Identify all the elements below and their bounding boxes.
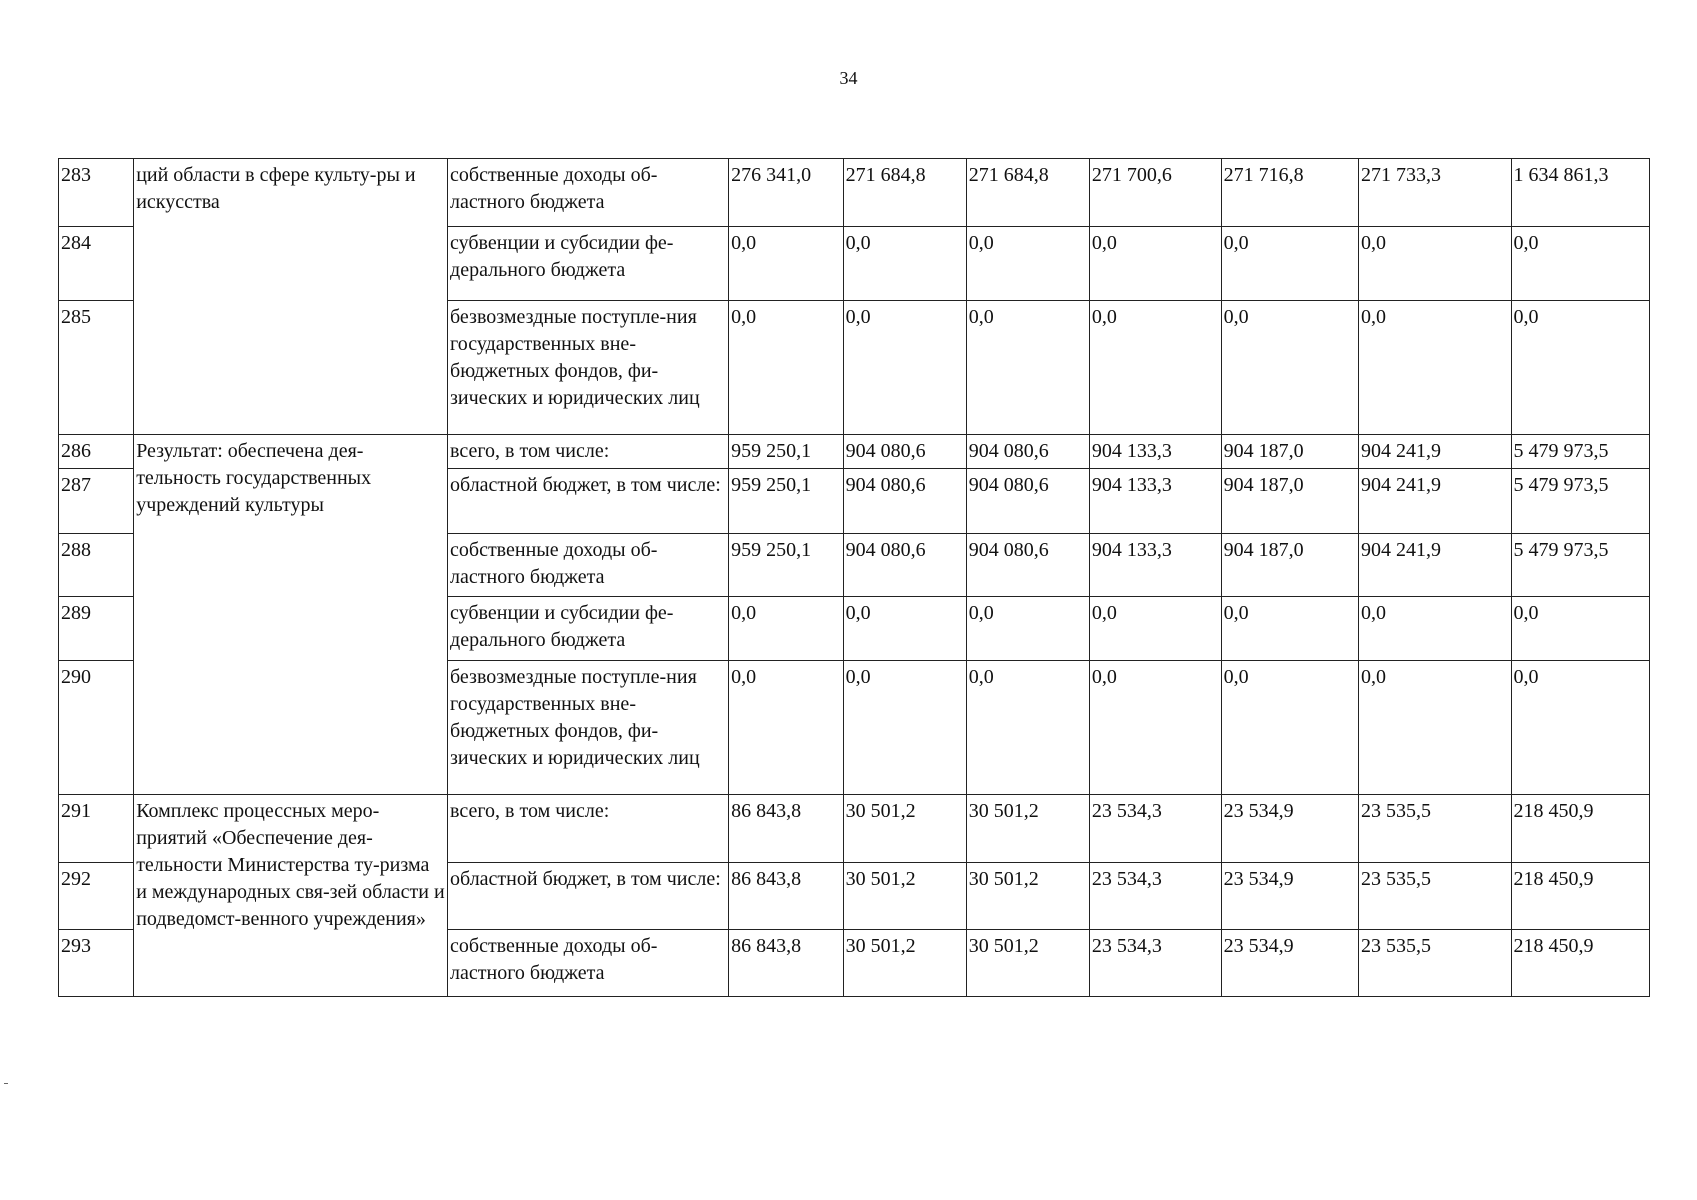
row-number: 288 [59,534,134,597]
value-cell: 0,0 [1358,597,1511,661]
value-cell: 23 534,9 [1221,863,1358,930]
value-cell: 23 534,9 [1221,930,1358,997]
value-cell: 904 133,3 [1089,435,1221,469]
row-number: 290 [59,661,134,795]
event-name: Результат: обеспечена дея-тельность государственных учреждений культуры [134,435,448,795]
value-cell: 0,0 [1089,661,1221,795]
value-total: 5 479 973,5 [1511,435,1650,469]
value-cell: 904 133,3 [1089,534,1221,597]
value-cell: 0,0 [1358,227,1511,301]
value-total: 0,0 [1511,227,1650,301]
event-name: Комплекс процессных меро-приятий «Обеспечение дея-тельности Министерства ту-ризма и международных свя-зей области и подведомст-венного учреждения» [134,795,448,997]
value-cell: 904 080,6 [966,435,1089,469]
value-cell: 30 501,2 [966,863,1089,930]
funding-source: всего, в том числе: [448,435,729,469]
row-number: 286 [59,435,134,469]
value-cell: 0,0 [966,661,1089,795]
row-number: 285 [59,301,134,435]
value-cell: 904 241,9 [1358,469,1511,534]
table-row [59,435,1650,469]
value-cell: 904 080,6 [966,469,1089,534]
funding-source: субвенции и субсидии фе-дерального бюджета [448,597,729,661]
value-cell: 271 684,8 [843,159,966,227]
value-cell: 0,0 [729,661,843,795]
value-cell: 86 843,8 [729,930,843,997]
funding-source: субвенции и субсидии фе-дерального бюджета [448,227,729,301]
value-cell: 0,0 [843,301,966,435]
row-number: 292 [59,863,134,930]
funding-source: всего, в том числе: [448,795,729,863]
value-cell: 904 241,9 [1358,435,1511,469]
value-cell: 904 241,9 [1358,534,1511,597]
value-cell: 0,0 [843,227,966,301]
value-cell: 23 535,5 [1358,795,1511,863]
value-cell: 0,0 [1358,301,1511,435]
value-cell: 0,0 [1221,597,1358,661]
table-row [59,795,1650,863]
value-cell: 23 534,3 [1089,795,1221,863]
value-cell: 30 501,2 [966,930,1089,997]
value-cell: 904 080,6 [843,435,966,469]
value-cell: 904 080,6 [843,469,966,534]
value-cell: 86 843,8 [729,795,843,863]
funding-source: собственные доходы об-ластного бюджета [448,930,729,997]
value-total: 218 450,9 [1511,795,1650,863]
scan-mark [4,1083,8,1084]
funding-source: безвозмездные поступле-ния государственных вне-бюджетных фондов, фи-зических и юридических лиц [448,301,729,435]
funding-source: безвозмездные поступле-ния государственных вне-бюджетных фондов, фи-зических и юридических лиц [448,661,729,795]
value-cell: 904 080,6 [843,534,966,597]
value-cell: 86 843,8 [729,863,843,930]
value-cell: 23 534,3 [1089,930,1221,997]
value-cell: 0,0 [1221,301,1358,435]
value-cell: 271 684,8 [966,159,1089,227]
value-cell: 904 187,0 [1221,534,1358,597]
value-cell: 0,0 [966,227,1089,301]
event-name: ций области в сфере культу-ры и искусства [134,159,448,435]
value-cell: 276 341,0 [729,159,843,227]
value-cell: 959 250,1 [729,534,843,597]
value-cell: 959 250,1 [729,469,843,534]
value-cell: 0,0 [1089,597,1221,661]
value-cell: 23 535,5 [1358,930,1511,997]
value-cell: 30 501,2 [843,930,966,997]
value-cell: 959 250,1 [729,435,843,469]
value-cell: 30 501,2 [966,795,1089,863]
value-cell: 23 535,5 [1358,863,1511,930]
value-total: 218 450,9 [1511,863,1650,930]
funding-source: областной бюджет, в том числе: [448,469,729,534]
row-number: 289 [59,597,134,661]
value-cell: 0,0 [966,301,1089,435]
value-total: 1 634 861,3 [1511,159,1650,227]
row-number: 283 [59,159,134,227]
value-total: 0,0 [1511,597,1650,661]
row-number: 287 [59,469,134,534]
value-cell: 271 716,8 [1221,159,1358,227]
row-number: 293 [59,930,134,997]
value-cell: 23 534,3 [1089,863,1221,930]
funding-source: областной бюджет, в том числе: [448,863,729,930]
value-cell: 23 534,9 [1221,795,1358,863]
value-cell: 0,0 [1089,301,1221,435]
row-number: 284 [59,227,134,301]
value-total: 5 479 973,5 [1511,469,1650,534]
value-total: 218 450,9 [1511,930,1650,997]
value-cell: 0,0 [966,597,1089,661]
value-cell: 904 133,3 [1089,469,1221,534]
value-cell: 0,0 [843,597,966,661]
table-body [59,159,1650,997]
value-cell: 30 501,2 [843,863,966,930]
value-total: 0,0 [1511,661,1650,795]
value-cell: 30 501,2 [843,795,966,863]
value-cell: 0,0 [1089,227,1221,301]
value-cell: 0,0 [729,301,843,435]
table-row [59,159,1650,227]
value-cell: 0,0 [729,227,843,301]
value-cell: 0,0 [1221,227,1358,301]
value-cell: 0,0 [843,661,966,795]
value-total: 0,0 [1511,301,1650,435]
value-cell: 0,0 [729,597,843,661]
value-cell: 0,0 [1358,661,1511,795]
page-number: 34 [839,68,858,88]
value-total: 5 479 973,5 [1511,534,1650,597]
value-cell: 904 080,6 [966,534,1089,597]
budget-table [58,158,1650,997]
value-cell: 904 187,0 [1221,469,1358,534]
value-cell: 0,0 [1221,661,1358,795]
row-number: 291 [59,795,134,863]
value-cell: 904 187,0 [1221,435,1358,469]
value-cell: 271 733,3 [1358,159,1511,227]
funding-source: собственные доходы об-ластного бюджета [448,534,729,597]
funding-source: собственные доходы об-ластного бюджета [448,159,729,227]
value-cell: 271 700,6 [1089,159,1221,227]
